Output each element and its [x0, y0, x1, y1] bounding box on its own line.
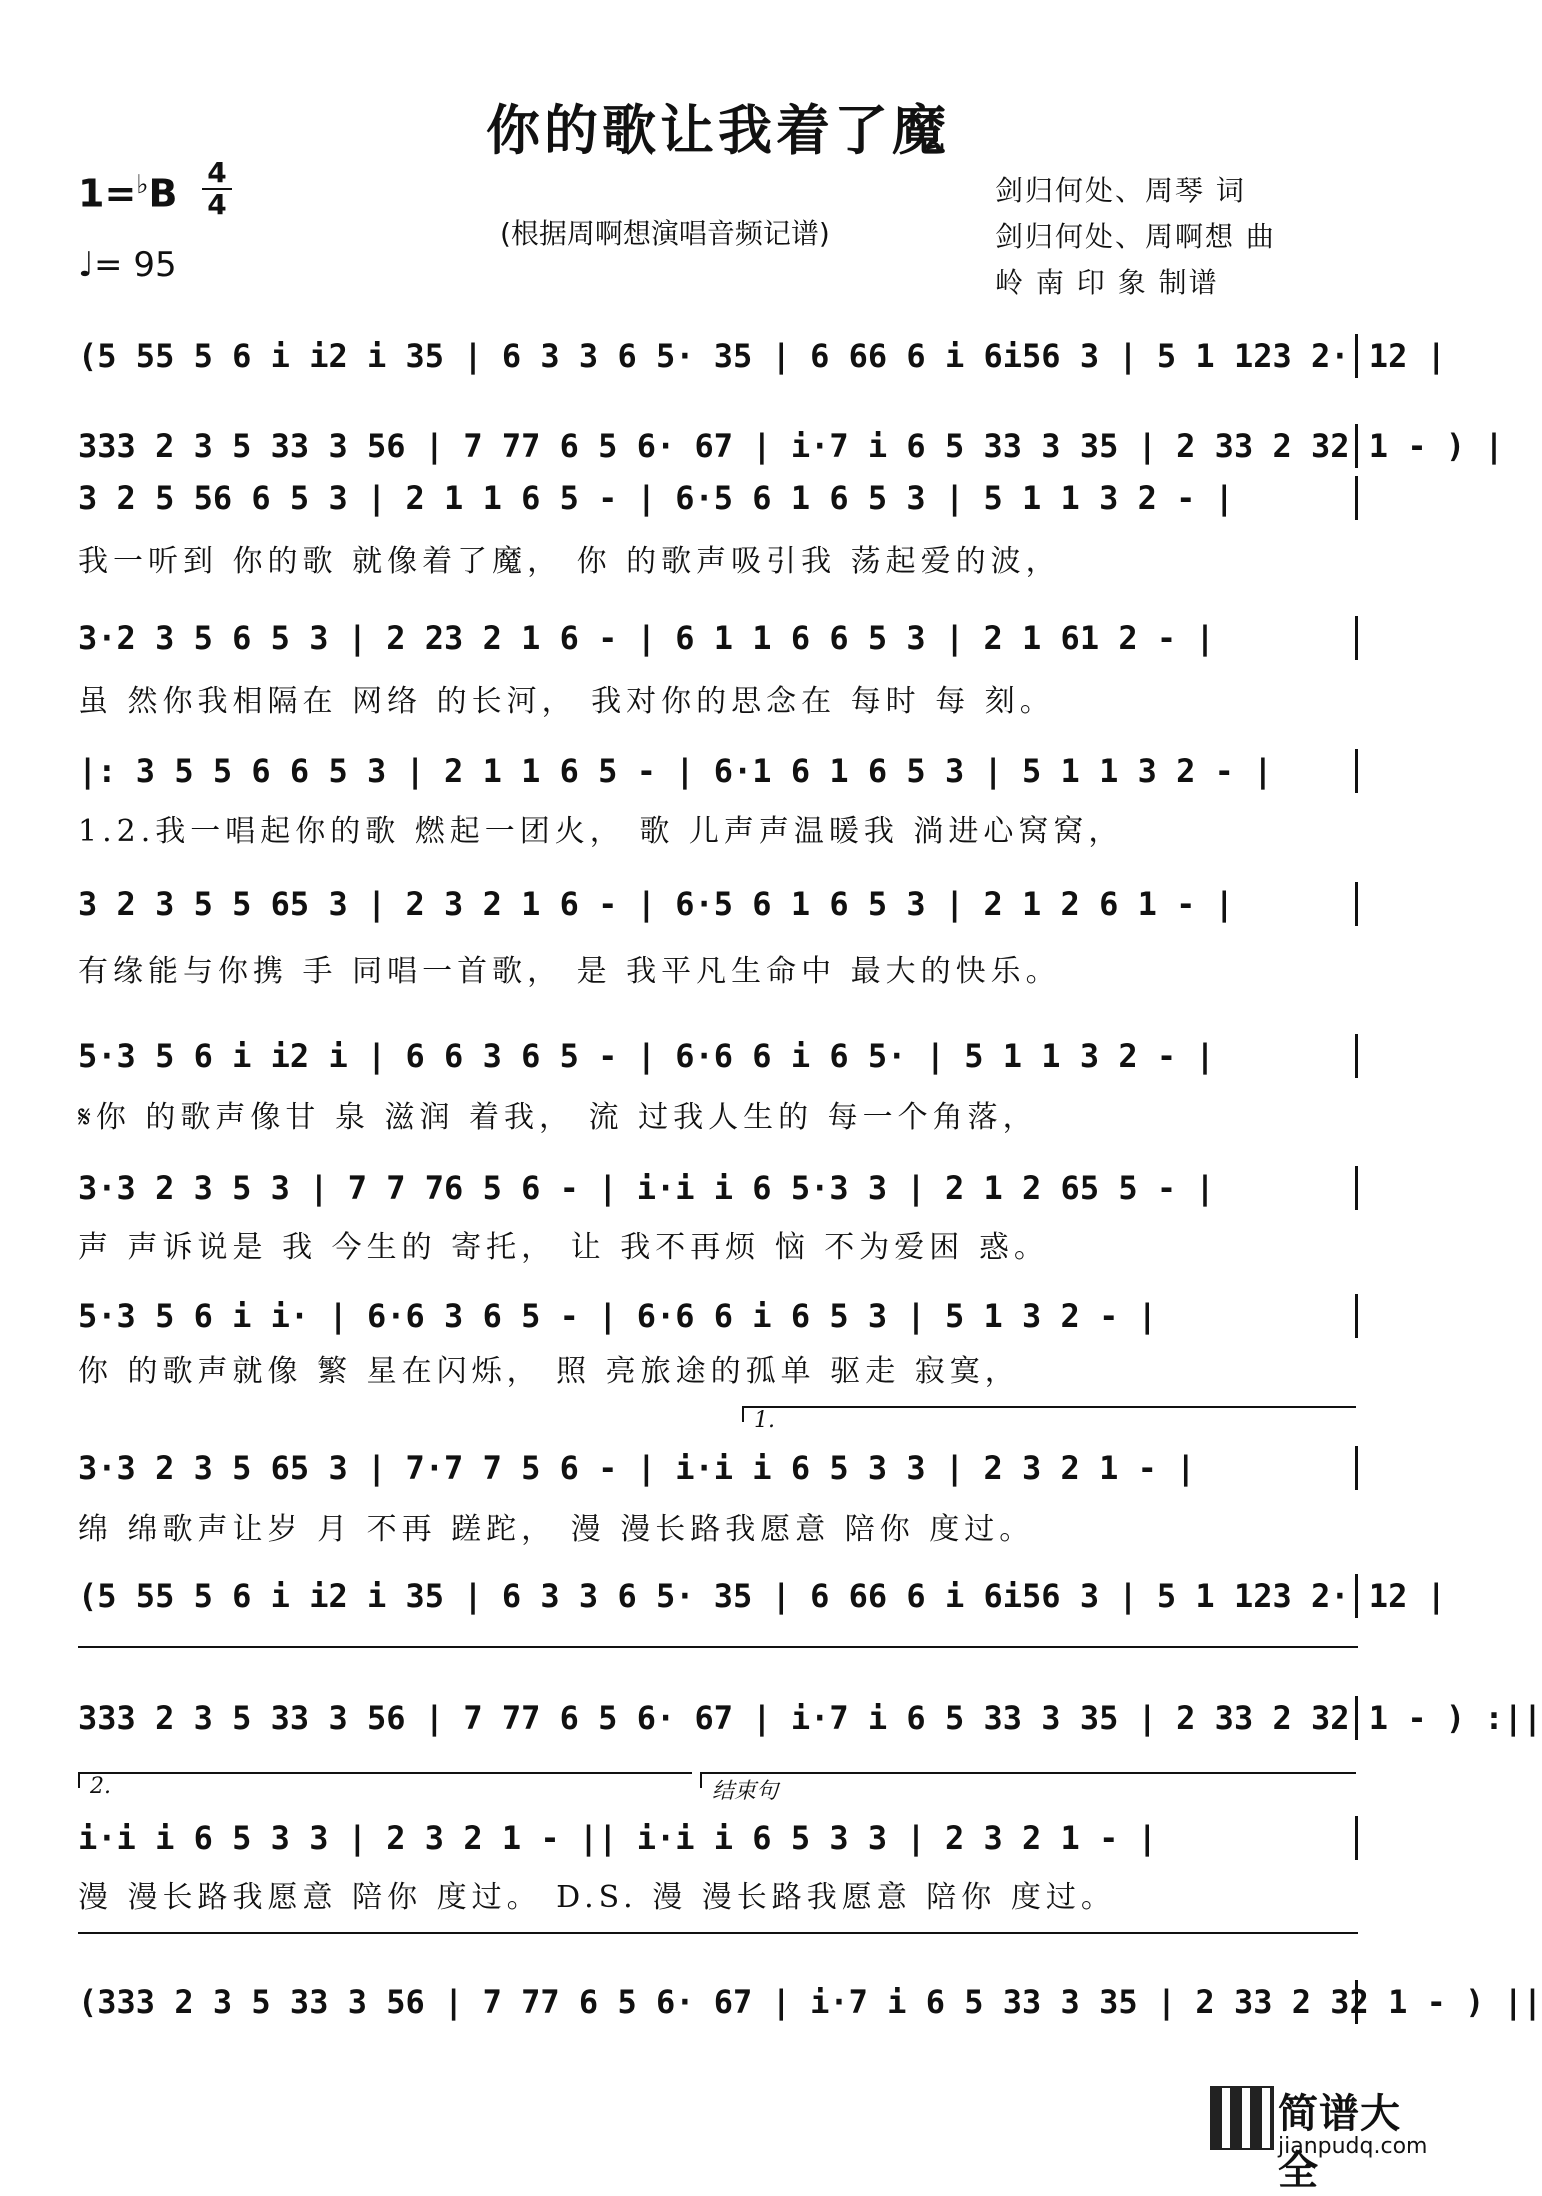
flat-symbol: ♭: [136, 170, 149, 200]
notation-row-3: 3 2 5 56 6 5 3 | 2 1 1 6 5 - | 6·5 6 1 6 5 3 | 5 1 1 3 2 - |: [78, 472, 1358, 524]
notation-row-1: (5 55 5 6 i i2 i 35 | 6 3 3 6 5· 35 | 6 66 6 i 6i56 3 | 5 1 123 2· 12 |: [78, 330, 1358, 382]
notation-row-2: 333 2 3 5 33 3 56 | 7 77 6 5 6· 67 | i·7 i 6 5 33 3 35 | 2 33 2 32 1 - ) |: [78, 420, 1358, 472]
volta-second: [78, 1772, 692, 1799]
composer: 剑归何处、周啊想 曲: [995, 220, 1276, 253]
lyric-row-6: 有缘能与你携 手 同唱一首歌， 是 我平凡生命中 最大的快乐。: [78, 954, 1061, 989]
notation-row-4: 3·2 3 5 6 5 3 | 2 23 2 1 6 - | 6 1 1 6 6 5 3 | 2 1 61 2 - |: [78, 612, 1358, 664]
lyric-row-10: 绵 绵歌声让岁 月 不再 蹉跎， 漫 漫长路我愿意 陪你 度过。: [78, 1512, 1035, 1547]
volta-line: [78, 1646, 1358, 1648]
notation-row-11: (5 55 5 6 i i2 i 35 | 6 3 3 6 5· 35 | 6 66 6 i 6i56 3 | 5 1 123 2· 12 |: [78, 1570, 1358, 1622]
credits: [995, 168, 1276, 306]
ending-phrase-label: 结束句: [712, 1779, 779, 1804]
watermark-url: jianpudq.com: [1278, 2134, 1428, 2159]
time-signature: [202, 158, 232, 220]
lyric-row-13: 漫 漫长路我愿意 陪你 度过。 D.S. 漫 漫长路我愿意 陪你 度过。: [78, 1880, 1116, 1915]
notation-row-13: i·i i 6 5 3 3 | 2 3 2 1 - || i·i i 6 5 3 3 | 2 3 2 1 - |: [78, 1812, 1358, 1864]
notation-row-8: 3·3 2 3 5 3 | 7 7 76 5 6 - | i·i i 6 5·3 3 | 2 1 2 65 5 - |: [78, 1162, 1358, 1214]
site-watermark: [1210, 2082, 1430, 2194]
tempo-mark: ♩= 95: [78, 245, 177, 285]
time-signature-top: 4: [207, 156, 227, 189]
notation-row-12: 333 2 3 5 33 3 56 | 7 77 6 5 6· 67 | i·7 i 6 5 33 3 35 | 2 33 2 32 1 - ) :||: [78, 1692, 1358, 1744]
volta-first: [742, 1406, 1356, 1433]
notation-row-14: (333 2 3 5 33 3 56 | 7 77 6 5 6· 67 | i·7 i 6 5 33 3 35 | 2 33 2 32 1 - ) ||: [78, 1976, 1358, 2028]
lyric-row-9: 你 的歌声就像 繁 星在闪烁， 照 亮旅途的孤单 驱走 寂寞，: [78, 1354, 1020, 1389]
lyric-row-7: 𝄋你 的歌声像甘 泉 滋润 着我， 流 过我人生的 每一个角落，: [78, 1100, 1038, 1135]
lyric-row-3: 我一听到 你的歌 就像着了魔， 你 的歌声吸引我 荡起爱的波，: [78, 544, 1061, 579]
notation-row-7: 5·3 5 6 i i2 i | 6 6 3 6 5 - | 6·6 6 i 6 5· | 5 1 1 3 2 - |: [78, 1030, 1358, 1082]
key-prefix: 1=: [78, 171, 137, 216]
subtitle: (根据周啊想演唱音频记谱): [500, 217, 830, 250]
time-signature-bottom: 4: [202, 188, 232, 220]
notation-row-6: 3 2 3 5 5 65 3 | 2 3 2 1 6 - | 6·5 6 1 6 5 3 | 2 1 2 6 1 - |: [78, 878, 1358, 930]
ending-phrase: [700, 1772, 1356, 1804]
lyric-row-8: 声 声诉说是 我 今生的 寄托， 让 我不再烦 恼 不为爱困 惑。: [78, 1230, 1049, 1265]
watermark-brand: 简谱大全: [1278, 2091, 1401, 2194]
page-title: 你的歌让我着了魔: [486, 98, 950, 162]
lyric-row-5: 1.2.我一唱起你的歌 燃起一团火， 歌 儿声声温暖我 淌进心窝窝，: [78, 814, 1124, 849]
lyricist: 剑归何处、周琴 词: [995, 174, 1246, 207]
lyric-row-4: 虽 然你我相隔在 网络 的长河， 我对你的思念在 每时 每 刻。: [78, 684, 1055, 719]
volta-second-label: 2.: [90, 1774, 111, 1799]
notation-row-5: |: 3 5 5 6 6 5 3 | 2 1 1 6 5 - | 6·1 6 1 6 5 3 | 5 1 1 3 2 - |: [78, 745, 1358, 797]
arranger: 岭 南 印 象 制谱: [995, 266, 1219, 299]
key-note: B: [148, 171, 178, 216]
notation-row-10: 3·3 2 3 5 65 3 | 7·7 7 5 6 - | i·i i 6 5 3 3 | 2 3 2 1 - |: [78, 1442, 1358, 1494]
coda-line: [78, 1932, 1358, 1934]
notation-row-9: 5·3 5 6 i i· | 6·6 3 6 5 - | 6·6 6 i 6 5 3 | 5 1 3 2 - |: [78, 1290, 1358, 1342]
piano-logo-icon: [1210, 2086, 1274, 2150]
key-signature: [78, 170, 178, 216]
volta-first-label: 1.: [754, 1408, 775, 1433]
